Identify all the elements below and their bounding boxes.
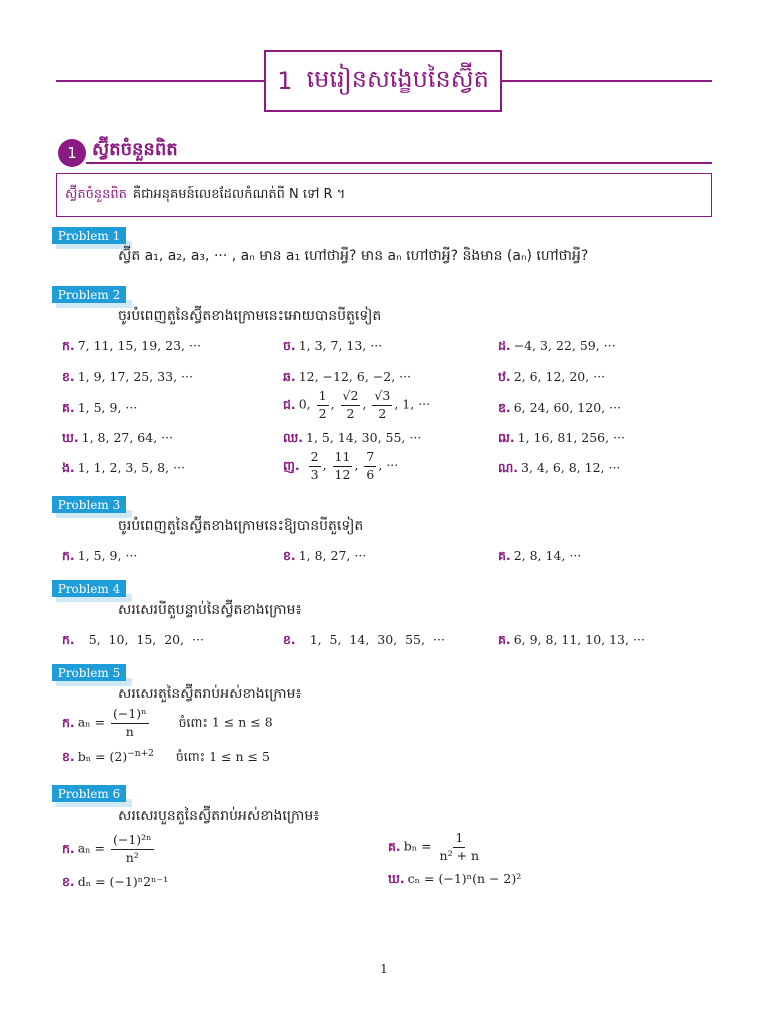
item-label: ក. <box>62 714 75 730</box>
item-lhs: bₙ = (2) <box>77 749 128 765</box>
item-label: គ. <box>498 548 511 563</box>
fraction: $\frac{7}{6}$ <box>366 449 375 482</box>
list-item <box>283 548 366 567</box>
item-lhs: aₙ = <box>77 840 105 856</box>
item-expression: 6, 24, 60, 120, ··· <box>513 400 622 415</box>
item-label: ក. <box>62 548 75 563</box>
fraction: $\frac{\text{(−1)²ⁿ}}{\text{n²}}$ <box>112 832 152 865</box>
list-item <box>498 369 605 388</box>
list-item: ជ. 0, $\frac{1}{2}$ , $\frac{√2}{2}$ , $\frac{√3}{2}$ , 1, ··· <box>283 388 431 421</box>
list-item <box>62 708 273 738</box>
item-label: ខ. <box>62 369 75 384</box>
list-item <box>283 369 411 388</box>
chapter-number: 1 <box>277 67 293 95</box>
item-expression: 1, 16, 81, 256, ··· <box>517 430 625 445</box>
list-item <box>388 832 483 862</box>
list-item <box>283 632 445 651</box>
item-label: ខ. <box>62 874 75 889</box>
item-label: ណ. <box>498 460 519 475</box>
list-item <box>498 400 621 419</box>
item-label: ខ. <box>283 632 296 647</box>
item-label: ឆ. <box>283 369 296 384</box>
fraction: $\frac{√2}{2}$ <box>342 388 359 421</box>
item-expression: 1, 8, 27, ··· <box>298 548 367 563</box>
item-label: ញ. <box>283 457 300 473</box>
list-item <box>498 548 581 567</box>
fraction: $\frac{2}{3}$ <box>310 449 319 482</box>
section-number-badge <box>58 139 86 167</box>
list-item <box>62 749 270 768</box>
item-label: ក. <box>62 840 75 856</box>
problem-instruction: ចូរបំពេញតួនៃស្វ៊ីតខាងក្រោមនេះអោយបានបីតួទៀត <box>118 308 382 324</box>
problem-question: ស្វ៊ីត a₁, a₂, a₃, ··· , aₙ មាន a₁ ហៅថាអ្វី? មាន aₙ ហៅថាអ្វី? និងមាន (aₙ) ហៅថាអ្វី? <box>118 248 589 264</box>
list-item <box>62 548 137 567</box>
problem-badge: Problem 3 <box>52 496 126 513</box>
item-label: ដ. <box>498 338 511 353</box>
exponent: −n+2 <box>127 749 154 759</box>
item-expression: 1, 5, 14, 30, 55, ··· <box>309 632 445 647</box>
item-expression: 7, 11, 15, 19, 23, ··· <box>77 338 201 353</box>
list-item <box>283 338 382 357</box>
item-label: ជ. <box>283 396 296 412</box>
list-item <box>498 430 625 449</box>
list-item <box>62 632 204 651</box>
problem-instruction: ចូរបំពេញតួនៃស្វ៊ីតខាងក្រោមនេះឱ្យបានបីតួទៀត <box>118 518 364 534</box>
fraction: $\frac{1}{2}$ <box>318 388 327 421</box>
list-item <box>62 338 201 357</box>
condition: 1 ≤ n ≤ 5 <box>209 749 270 765</box>
section-rule <box>86 162 712 164</box>
item-expression: 3, 4, 6, 8, 12, ··· <box>521 460 621 475</box>
list-item <box>388 871 521 890</box>
item-expression: 5, 10, 15, 20, ··· <box>88 632 204 647</box>
item-label: ឈ. <box>283 430 304 445</box>
item-expression: 1, 9, 17, 25, 33, ··· <box>77 369 193 384</box>
item-label: ឃ. <box>388 871 405 886</box>
item-expression: 1, 5, 9, ··· <box>77 548 138 563</box>
item-label: ង. <box>62 460 75 475</box>
problem-badge: Problem 4 <box>52 580 126 597</box>
list-item <box>62 460 185 479</box>
item-expression: dₙ = (−1)ⁿ2ⁿ⁻¹ <box>77 874 169 889</box>
item-expression-suffix: , ··· <box>378 457 399 473</box>
item-label: គ. <box>498 632 511 647</box>
page-number: 1 <box>380 962 388 976</box>
item-label: ក. <box>62 338 75 353</box>
item-expression: 2, 8, 14, ··· <box>513 548 582 563</box>
list-item: ញ. $\frac{2}{3}$ , $\frac{11}{12}$ , $\frac{7}{6}$ , ··· <box>283 449 399 482</box>
item-expression: cₙ = (−1)ⁿ(n − 2)² <box>407 871 522 886</box>
chapter-title-box <box>264 50 502 112</box>
condition: 1 ≤ n ≤ 8 <box>211 714 273 730</box>
item-expression-suffix: , 1, ··· <box>394 396 431 412</box>
item-lhs: bₙ = <box>403 838 432 854</box>
problem-instruction: សរសេរតួនៃស្វ៊ីតរាប់អស់ខាងក្រោម៖ <box>118 686 302 702</box>
list-item <box>62 369 193 388</box>
fraction: $\frac{1}{\text{n² + n}}$ <box>439 830 480 863</box>
item-expression: 1, 5, 9, ··· <box>77 400 138 415</box>
list-item <box>498 460 620 479</box>
item-expression: 0, <box>298 396 311 412</box>
condition-word: ចំពោះ <box>175 749 206 765</box>
item-label: ក. <box>62 632 75 647</box>
definition-box <box>56 173 712 217</box>
list-item <box>62 430 173 449</box>
item-label: គ. <box>388 838 401 854</box>
fraction: $\frac{\text{(−1)ⁿ}}{n}$ <box>112 706 147 739</box>
condition-word: ចំពោះ <box>178 714 208 730</box>
item-expression: 1, 5, 14, 30, 55, ··· <box>306 430 422 445</box>
problem-badge: Problem 6 <box>52 785 126 802</box>
item-label: ឍ. <box>498 430 515 445</box>
list-item <box>62 400 137 419</box>
item-lhs: aₙ = <box>77 714 105 730</box>
section-title: ស្វ៊ីតចំនួនពិត <box>92 139 178 160</box>
fraction: $\frac{11}{12}$ <box>334 449 351 482</box>
chapter-rule-right <box>502 80 712 82</box>
list-item <box>283 430 421 449</box>
item-expression: −4, 3, 22, 59, ··· <box>513 338 616 353</box>
fraction: $\frac{√3}{2}$ <box>374 388 391 421</box>
item-expression: 6, 9, 8, 11, 10, 13, ··· <box>513 632 645 647</box>
list-item <box>498 338 616 357</box>
item-expression: 1, 3, 7, 13, ··· <box>298 338 383 353</box>
item-label: ឋ. <box>498 369 511 384</box>
definition-text: គឺជាអនុគមន៍លេខដែលកំណត់ពី N ទៅ R ។ <box>132 186 346 202</box>
item-label: ខ. <box>283 548 296 563</box>
item-expression: 1, 1, 2, 3, 5, 8, ··· <box>77 460 186 475</box>
list-item <box>62 874 168 893</box>
list-item <box>62 834 156 864</box>
problem-instruction: សរសេរបួនតួនៃស្វ៊ីតរាប់អស់ខាងក្រោម៖ <box>118 808 320 824</box>
chapter-title: មេរៀនសង្ខេបនៃស្វ៊ីត <box>306 64 489 93</box>
item-expression: 2, 6, 12, 20, ··· <box>513 369 606 384</box>
chapter-rule-left <box>56 80 264 82</box>
problem-badge: Problem 1 <box>52 227 126 244</box>
problem-instruction: សរសេរបីតួបន្ទាប់នៃស្វ៊ីតខាងក្រោម៖ <box>118 602 302 618</box>
item-label: ច. <box>283 338 296 353</box>
list-item <box>498 632 645 651</box>
definition-term: ស្វ៊ីតចំនួនពិត <box>65 186 127 202</box>
problem-badge: Problem 2 <box>52 286 126 303</box>
item-expression: 1, 8, 27, 64, ··· <box>81 430 174 445</box>
item-label: ឃ. <box>62 430 79 445</box>
item-label: ខ. <box>62 749 75 765</box>
problem-badge: Problem 5 <box>52 664 126 681</box>
section-number: 1 <box>67 144 77 162</box>
item-label: ឌ. <box>498 400 511 415</box>
item-label: គ. <box>62 400 75 415</box>
item-expression: 12, −12, 6, −2, ··· <box>298 369 412 384</box>
